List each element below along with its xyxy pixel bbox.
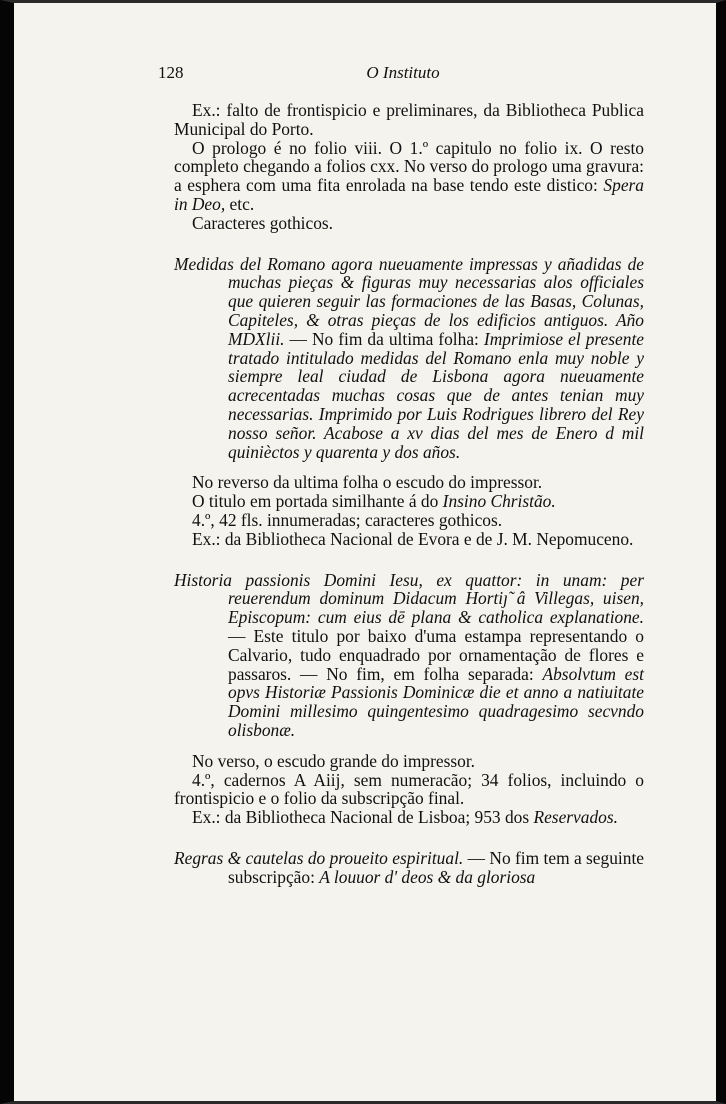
entry-colophon: A louuor d' deos & da gloriosa [319, 866, 536, 887]
spacer [174, 233, 644, 255]
motto: Spera in Deo, [174, 175, 644, 214]
spacer [174, 827, 644, 849]
paragraph-format: 4.º, 42 fls. innumeradas; caracteres gothicos. [192, 509, 503, 530]
entry-note: — Este titulo por baixo d'uma estampa representando o Calvario, tudo enquadrado por ornamentação de flores e passaros. — No fim, em folha separada: [228, 625, 644, 684]
paragraph-copy-location [174, 808, 644, 827]
entry-title: Regras & cautelas do proueito espiritual. [174, 847, 464, 868]
paragraph-description [174, 139, 644, 214]
entry-colophon: Imprimiose el presente tratado intitulado medidas del Romano enla muy noble y siempre leal ciudad de Lisbona agora nueuamente acrecentadas muchas cosas que de antes tenian muy necessarias. Imprimido por Luis Rodrigues librero del Rey nosso señor. Acabose a xv dias del mes de Enero d mil quinièctos y quarenta y dos años. [228, 328, 644, 462]
title-reference: Insino Christão. [442, 491, 556, 512]
description-text: O prologo é no folio viii. O 1.º capitulo no folio ix. O resto completo chegando a folios cxx. No verso do prologo uma gravura: a esphera com uma fita enrolada na base tendo este distico: [174, 137, 644, 196]
entry-colophon: Absolvtum est opvs Historiæ Passionis Dominicæ die et anno a natiuitate Domini millesimo quingentesimo quadragesimo secvndo olisbonæ. [228, 663, 644, 740]
copy-location-text: Ex.: da Bibliotheca Nacional de Lisboa; 953 dos [192, 807, 534, 828]
bibliography-entry-historia [174, 571, 644, 740]
spacer [174, 740, 644, 752]
paragraph-printer-shield: No verso, o escudo grande do impressor. [192, 750, 476, 771]
entry-title: Historia passionis Domini Iesu, ex quattor: in unam: per reuerendum dominum Didacum Hortiȷ̃ â Villegas, uisen, Episcopum: cum eius dē plana & catholica explanatione. [174, 569, 644, 628]
entry-note: — No fim da ultima folha: [284, 328, 484, 349]
paragraph-format: 4.º, cadernos A Aiij, sem numeracão; 34 folios, incluindo o frontispicio e o folio da subscripção final. [174, 769, 644, 809]
paragraph-copy-location: Ex.: da Bibliotheca Nacional de Evora e de J. M. Nepomuceno. [192, 528, 634, 549]
entry-note: — No fim tem a seguinte subscripção: [228, 847, 644, 887]
running-head: O Instituto [366, 63, 440, 82]
page-body [174, 101, 644, 886]
paragraph-typeface: Caracteres gothicos. [192, 212, 334, 233]
collection-name: Reservados. [533, 807, 618, 828]
paragraph-copy-location: Ex.: falto de frontispicio e preliminares, da Bibliotheca Publica Municipal do Porto. [174, 100, 644, 139]
paragraph-title-page [174, 492, 644, 511]
entry-title: Medidas del Romano agora nueuamente impressas y añadidas de muchas piеças & figuras muy necessarias alos officiales que quieren seguir las formaciones de las Basas, Colunas, Capiteles, & otras piеças de los edificios antiguos. Año MDXlii. [174, 253, 644, 349]
paragraph-printer-shield: No reverso da ultima folha o escudo do impressor. [192, 472, 543, 493]
bibliography-entry-regras [174, 849, 644, 887]
spacer [174, 549, 644, 571]
page-number: 128 [158, 63, 184, 82]
page-header [158, 63, 648, 87]
description-end: etc. [225, 193, 255, 214]
title-page-text: O titulo em portada similhante á do [192, 491, 443, 512]
bibliography-entry-medidas [174, 255, 644, 462]
